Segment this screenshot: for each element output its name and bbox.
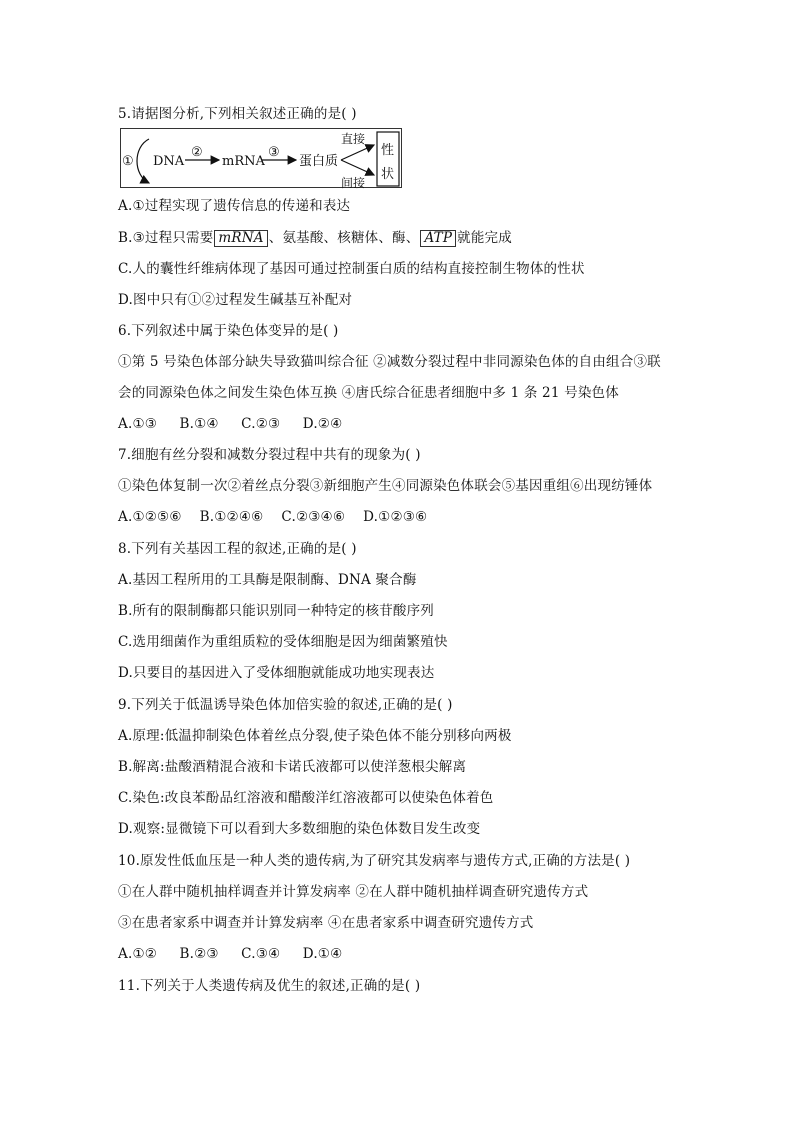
q5-option-b (118, 229, 512, 247)
q9-option-c: C.染色:改良苯酚品红溶液和醋酸洋红溶液都可以使染色体着色 (118, 790, 494, 806)
q5-option-c: C.人的囊性纤维病体现了基因可通过控制蛋白质的结构直接控制生物体的性状 (118, 261, 585, 277)
direct-label: 直接 (341, 132, 366, 146)
node-protein: 蛋白质 (299, 154, 339, 169)
atp-box: ATP (420, 230, 456, 247)
q5-title: 5.请据图分析,下列相关叙述正确的是( ) (118, 106, 357, 122)
mrna-box: mRNA (214, 230, 267, 247)
q6-title: 6.下列叙述中属于染色体变异的是( ) (118, 323, 339, 339)
q7-stem: ①染色体复制一次②着丝点分裂③新细胞产生④同源染色体联会⑤基因重组⑥出现纺锤体 (118, 478, 653, 494)
q8-option-c: C.选用细菌作为重组质粒的受体细胞是因为细菌繁殖快 (118, 634, 448, 650)
q11-title: 11.下列关于人类遗传病及优生的叙述,正确的是( ) (118, 978, 421, 994)
q5-option-a: A.①过程实现了遗传信息的传递和表达 (118, 198, 351, 214)
arrow1-label: ② (191, 145, 203, 160)
indirect-arrow (341, 160, 374, 175)
direct-arrow (341, 145, 374, 160)
replication-loop-arrow (137, 139, 149, 183)
indirect-label: 间接 (341, 176, 366, 189)
arrow2-label: ③ (268, 145, 280, 160)
q6-options: A.①③ B.①④ C.②③ D.②④ (118, 416, 343, 432)
q9-option-a: A.原理:低温抑制染色体着丝点分裂,使子染色体不能分别移向两极 (118, 728, 512, 744)
node-mrna: mRNA (222, 154, 265, 169)
q8-title: 8.下列有关基因工程的叙述,正确的是( ) (118, 541, 357, 557)
node-dna: DNA (153, 154, 185, 169)
q8-option-b: B.所有的限制酶都只能识别同一种特定的核苷酸序列 (118, 603, 435, 619)
trait-top: 性 (381, 143, 395, 158)
q9-option-b: B.解离:盐酸酒精混合液和卡诺氏液都可以使洋葱根尖解离 (118, 759, 467, 775)
q8-option-a: A.基因工程所用的工具酶是限制酶、DNA 聚合酶 (118, 572, 417, 588)
loop-label: ① (122, 154, 134, 169)
q10-title: 10.原发性低血压是一种人类的遗传病,为了研究其发病率与遗传方式,正确的方法是( ) (118, 853, 631, 869)
q10-stem-line2: ③在患者家系中调查并计算发病率 ④在患者家系中调查研究遗传方式 (118, 915, 534, 931)
q9-title: 9.下列关于低温诱导染色体加倍实验的叙述,正确的是( ) (118, 697, 453, 713)
q10-options: A.①② B.②③ C.③④ D.①④ (118, 946, 343, 962)
q8-option-d: D.只要目的基因进入了受体细胞就能成功地实现表达 (118, 665, 435, 681)
trait-bottom: 状 (381, 167, 395, 182)
central-dogma-diagram (120, 128, 402, 188)
q5-option-b-suffix: 就能完成 (457, 230, 512, 246)
q10-stem-line1: ①在人群中随机抽样调查并计算发病率 ②在人群中随机抽样调查研究遗传方式 (118, 884, 589, 900)
q7-title: 7.细胞有丝分裂和减数分裂过程中共有的现象为( ) (118, 447, 421, 463)
q7-options: A.①②⑤⑥ B.①②④⑥ C.②③④⑥ D.①②③⑥ (118, 509, 428, 525)
q5-option-b-prefix: B.③过程只需要 (118, 230, 214, 246)
q6-stem-line1: ①第 5 号染色体部分缺失导致猫叫综合征 ②减数分裂过程中非同源染色体的自由组合③联 (118, 354, 661, 370)
diagram-svg (121, 129, 403, 189)
q6-stem-line2: 会的同源染色体之间发生染色体互换 ④唐氏综合征患者细胞中多 1 条 21 号染色体 (118, 385, 619, 401)
q5-option-d: D.图中只有①②过程发生碱基互补配对 (118, 292, 353, 308)
q5-option-b-middle: 、氨基酸、核糖体、酶、 (268, 230, 420, 246)
q9-option-d: D.观察:显微镜下可以看到大多数细胞的染色体数目发生改变 (118, 821, 481, 837)
